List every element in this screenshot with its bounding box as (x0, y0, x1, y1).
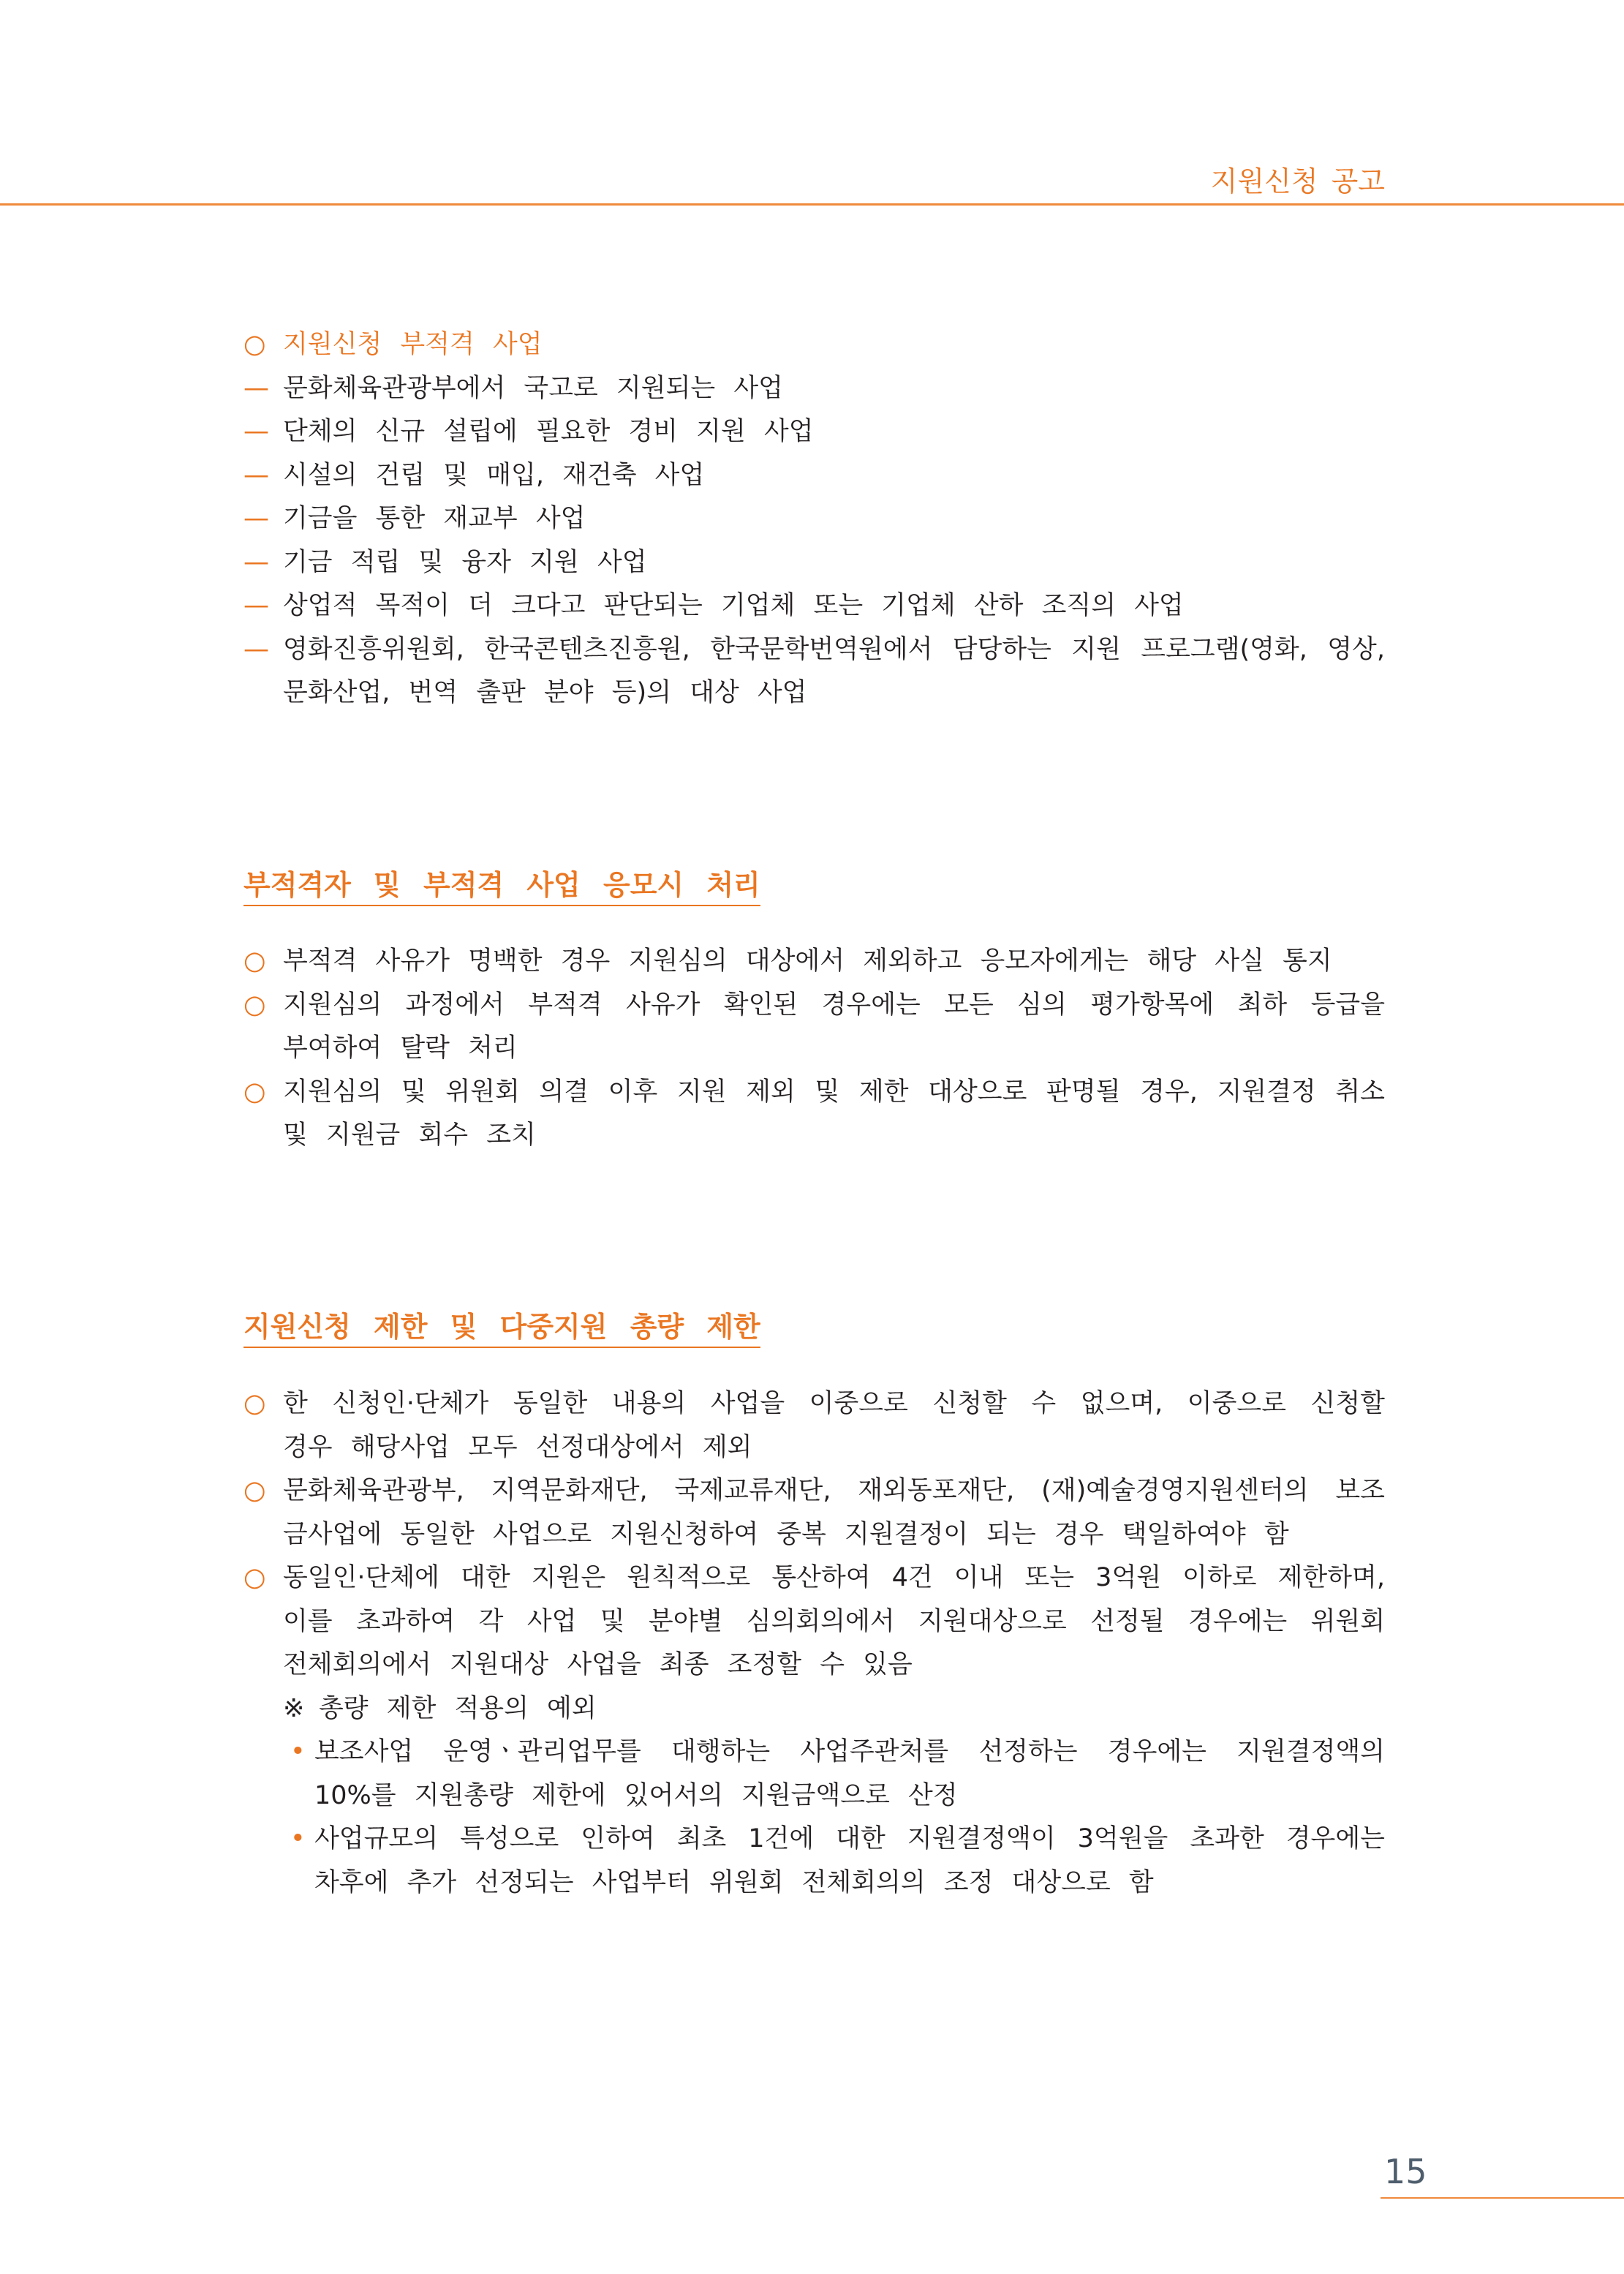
dash-marker: — (243, 373, 269, 403)
reference-mark: ※ (283, 1693, 305, 1723)
dash-marker: — (243, 591, 269, 620)
circle-marker: ○ (243, 1563, 266, 1592)
list-item (243, 1469, 1385, 1556)
list-item-line (243, 1426, 1385, 1470)
list-item-line (243, 454, 1385, 498)
header-rule (0, 203, 1624, 206)
bullet-item-line (243, 1731, 1385, 1774)
circle-marker: ○ (243, 1077, 266, 1107)
list-item-text: 문화산업, 번역 출판 분야 등)의 대상 사업 (283, 678, 807, 707)
list-item-text: 동일인·단체에 대한 지원은 원칙적으로 통산하여 4건 이내 또는 3억원 이하로 제한하며, (283, 1563, 1385, 1592)
bullet-item-line (243, 1818, 1385, 1861)
dash-marker: — (243, 547, 269, 577)
list-item-text: 한 신청인·단체가 동일한 내용의 사업을 이중으로 신청할 수 없으며, 이중으로 신청할 (283, 1389, 1385, 1418)
list-item (243, 367, 1385, 411)
list-item-line (243, 1556, 1385, 1600)
list-item-line (243, 1114, 1385, 1158)
list-item (243, 984, 1385, 1071)
dash-marker: — (243, 504, 269, 533)
list-item-line (243, 1600, 1385, 1644)
list-item (243, 1071, 1385, 1158)
bullet-item-text: 10%를 지원총량 제한에 있어서의 지원금액으로 산정 (314, 1780, 958, 1810)
ineligible-projects-heading-text: 지원신청 부적격 사업 (283, 330, 543, 359)
circle-marker: ○ (243, 946, 266, 976)
list-item (243, 1382, 1385, 1469)
circle-marker: ○ (243, 1476, 266, 1505)
dash-marker: — (243, 634, 269, 664)
ineligible-projects-section (243, 323, 1385, 715)
list-item-line (243, 541, 1385, 585)
list-item (243, 497, 1385, 541)
list-item (243, 454, 1385, 498)
bullet-item (243, 1818, 1385, 1905)
list-item-text: 시설의 건립 및 매입, 재건축 사업 (283, 460, 705, 490)
circle-marker: ○ (243, 330, 266, 359)
list-item-text: 문화체육관광부, 지역문화재단, 국제교류재단, 재외동포재단, (재)예술경영지원센터의 보조 (283, 1476, 1385, 1505)
dash-marker: — (243, 460, 269, 490)
list-item-text: 및 지원금 회수 조치 (283, 1121, 536, 1150)
list-item-line (243, 367, 1385, 411)
list-item-line (243, 497, 1385, 541)
dash-marker: — (243, 417, 269, 446)
list-item (243, 584, 1385, 628)
list-item-line (243, 940, 1385, 984)
list-item-text: 기금 적립 및 융자 지원 사업 (283, 547, 647, 577)
list-item-text: 단체의 신규 설립에 필요한 경비 지원 사업 (283, 417, 814, 446)
footer-rule (1381, 2197, 1624, 2199)
bullet-marker: • (290, 1737, 306, 1766)
section-heading-ineligible-handling: 부적격자 및 부적격 사업 응모시 처리 (243, 867, 760, 906)
bullet-item-text: 차후에 추가 선정되는 사업부터 위원회 전체회의의 조정 대상으로 함 (314, 1867, 1154, 1897)
ineligible-handling-section (243, 940, 1385, 1158)
bullet-item-text: 사업규모의 특성으로 인하여 최초 1건에 대한 지원결정액이 3억원을 초과한 경우에는 (314, 1824, 1385, 1853)
exception-note-text: 총량 제한 적용의 예외 (319, 1693, 597, 1723)
ineligible-projects-heading (243, 323, 1385, 367)
list-item-line (243, 584, 1385, 628)
list-item-line (243, 1071, 1385, 1115)
bullet-item-text: 보조사업 운영ㆍ관리업무를 대행하는 사업주관처를 선정하는 경우에는 지원결정액의 (314, 1737, 1385, 1766)
page-number: 15 (1384, 2152, 1427, 2191)
list-item (243, 940, 1385, 984)
bullet-item-line (243, 1861, 1385, 1905)
list-item-line (243, 1382, 1385, 1426)
list-item-line (243, 628, 1385, 672)
list-item-text: 부여하여 탈락 처리 (283, 1034, 518, 1063)
list-item-text: 지원심의 과정에서 부적격 사유가 확인된 경우에는 모든 심의 평가항목에 최하 등급을 (283, 990, 1385, 1020)
list-item-line (243, 1027, 1385, 1071)
bullet-marker: • (290, 1824, 306, 1853)
list-item-line (243, 410, 1385, 454)
list-item (243, 1556, 1385, 1687)
list-item (243, 628, 1385, 715)
list-item (243, 410, 1385, 454)
bullet-item (243, 1731, 1385, 1818)
running-header-title: 지원신청 공고 (1210, 165, 1385, 197)
circle-marker: ○ (243, 990, 266, 1020)
list-item-line (243, 1644, 1385, 1687)
list-item-text: 지원심의 및 위원회 의결 이후 지원 제외 및 제한 대상으로 판명될 경우, 지원결정 취소 (283, 1077, 1385, 1107)
list-item-text: 전체회의에서 지원대상 사업을 최종 조정할 수 있음 (283, 1650, 913, 1679)
list-item-text: 기금을 통한 재교부 사업 (283, 504, 586, 533)
list-item-text: 부적격 사유가 명백한 경우 지원심의 대상에서 제외하고 응모자에게는 해당 사실 통지 (283, 946, 1332, 976)
bullet-item-line (243, 1774, 1385, 1818)
list-item-line (243, 984, 1385, 1028)
list-item-text: 금사업에 동일한 사업으로 지원신청하여 중복 지원결정이 되는 경우 택일하여야 함 (283, 1519, 1289, 1549)
exception-note (243, 1687, 1385, 1731)
application-limits-section (243, 1382, 1385, 1905)
section-heading-application-limits: 지원신청 제한 및 다중지원 총량 제한 (243, 1309, 760, 1348)
list-item-line (243, 671, 1385, 715)
list-item-text: 이를 초과하여 각 사업 및 분야별 심의회의에서 지원대상으로 선정될 경우에는 위원회 (283, 1606, 1385, 1636)
list-item-text: 상업적 목적이 더 크다고 판단되는 기업체 또는 기업체 산하 조직의 사업 (283, 591, 1184, 620)
list-item (243, 541, 1385, 585)
list-item-line (243, 1469, 1385, 1513)
list-item-text: 영화진흥위원회, 한국콘텐츠진흥원, 한국문학번역원에서 담당하는 지원 프로그램(영화, 영상, (283, 634, 1385, 664)
circle-marker: ○ (243, 1389, 266, 1418)
list-item-text: 문화체육관광부에서 국고로 지원되는 사업 (283, 373, 783, 403)
list-item-line (243, 1513, 1385, 1557)
list-item-text: 경우 해당사업 모두 선정대상에서 제외 (283, 1432, 752, 1462)
